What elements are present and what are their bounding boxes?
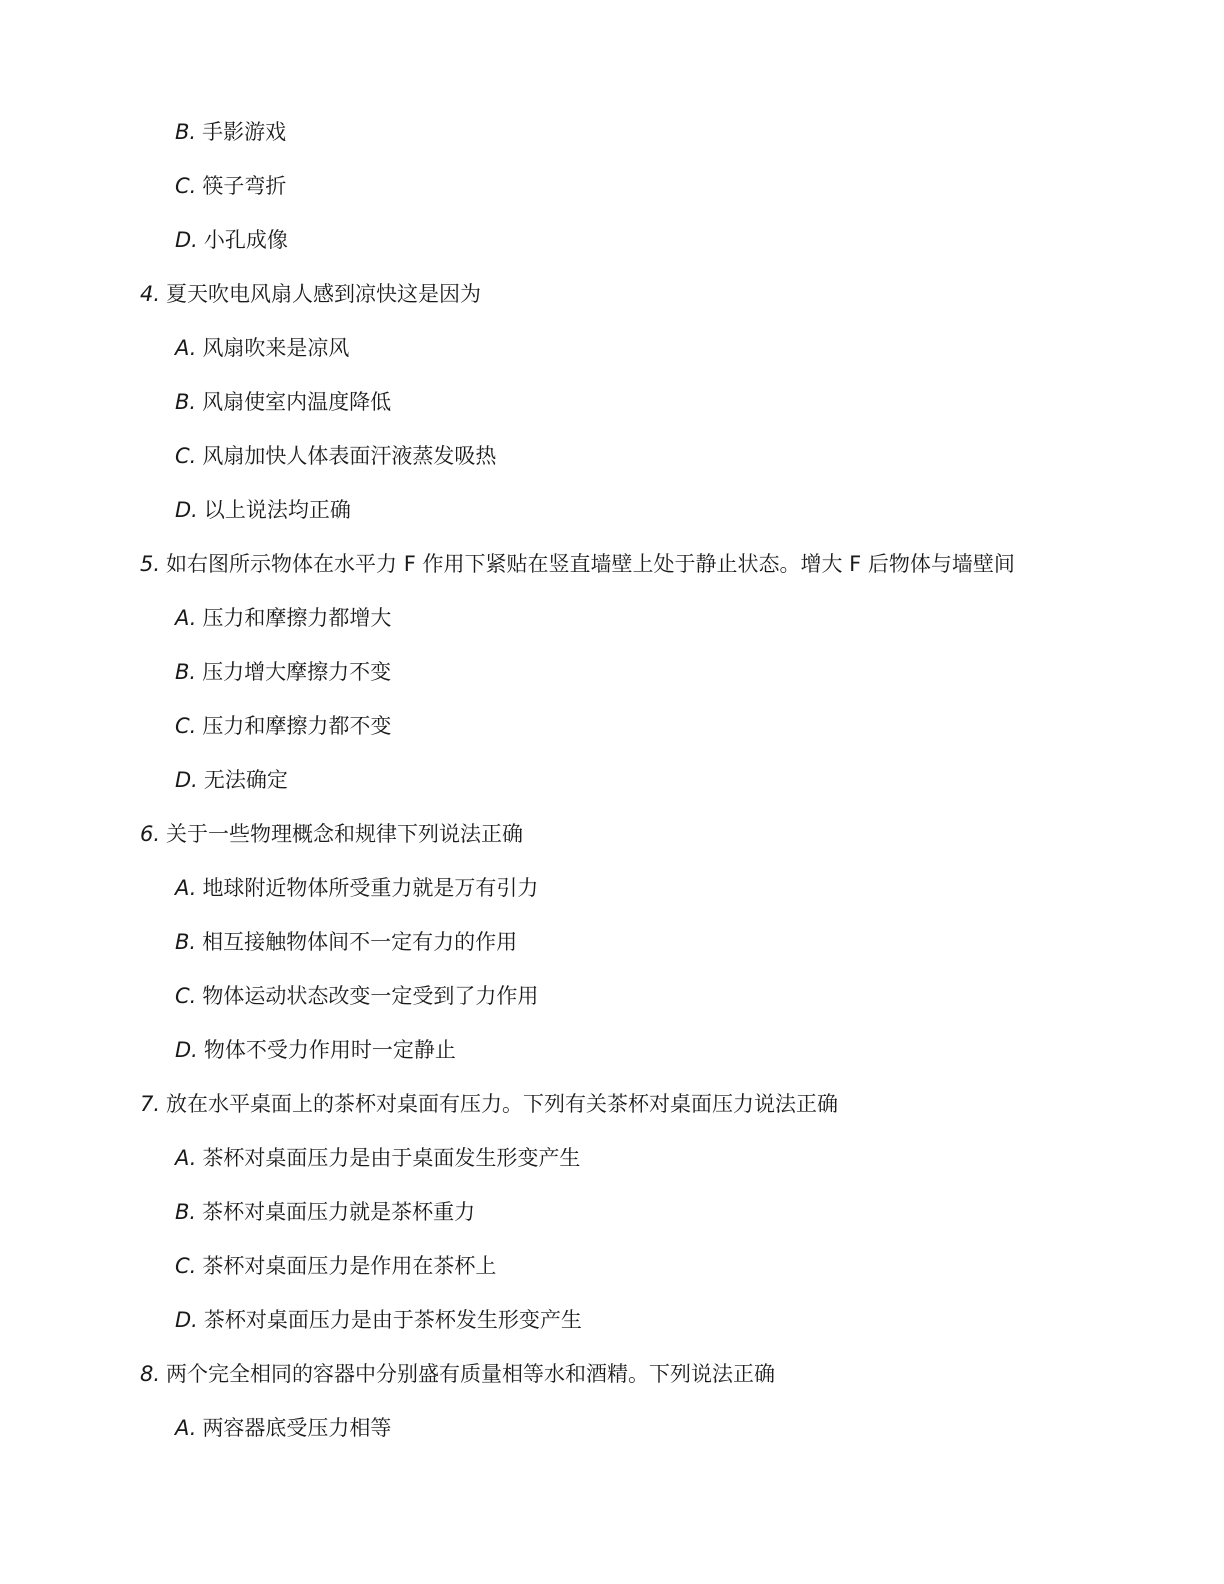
option-letter: A. (175, 606, 197, 630)
question-text: 两个完全相同的容器中分别盛有质量相等水和酒精。下列说法正确 (166, 1362, 776, 1386)
question-number: 8. (140, 1362, 161, 1386)
question-number: 4. (140, 282, 161, 306)
answer-option (175, 982, 538, 1010)
option-letter: C. (175, 1254, 197, 1278)
option-letter: A. (175, 876, 197, 900)
option-letter: C. (175, 984, 197, 1008)
answer-option (175, 442, 496, 470)
answer-option (175, 1252, 496, 1280)
answer-option (175, 118, 286, 146)
answer-option (175, 1198, 475, 1226)
option-letter: A. (175, 1416, 197, 1440)
option-text: 茶杯对桌面压力是作用在茶杯上 (202, 1254, 497, 1278)
option-letter: C. (175, 444, 197, 468)
option-letter: B. (175, 390, 197, 414)
option-letter: D. (175, 768, 198, 792)
question-stem (140, 1360, 775, 1388)
option-text: 茶杯对桌面压力是由于茶杯发生形变产生 (203, 1308, 582, 1332)
question-number: 5. (140, 552, 161, 576)
option-text: 物体运动状态改变一定受到了力作用 (202, 984, 539, 1008)
option-text: 相互接触物体间不一定有力的作用 (202, 930, 518, 954)
option-text: 小孔成像 (203, 228, 288, 252)
answer-option (175, 604, 391, 632)
option-text: 地球附近物体所受重力就是万有引力 (202, 876, 539, 900)
option-text: 无法确定 (203, 768, 288, 792)
answer-option (175, 1306, 582, 1334)
option-text: 以上说法均正确 (203, 498, 351, 522)
option-text: 茶杯对桌面压力就是茶杯重力 (202, 1200, 476, 1224)
option-text: 风扇加快人体表面汗液蒸发吸热 (202, 444, 497, 468)
question-stem (140, 1090, 838, 1118)
answer-option (175, 1036, 456, 1064)
option-letter: C. (175, 174, 197, 198)
question-text: 如右图所示物体在水平力 F 作用下紧贴在竖直墙壁上处于静止状态。增大 F 后物体与墙壁间 (166, 552, 1015, 576)
answer-option (175, 334, 349, 362)
option-letter: B. (175, 1200, 197, 1224)
question-text: 夏天吹电风扇人感到凉快这是因为 (166, 282, 482, 306)
option-letter: C. (175, 714, 197, 738)
answer-option (175, 658, 391, 686)
option-text: 压力和摩擦力都不变 (202, 714, 392, 738)
question-stem (140, 280, 481, 308)
answer-option (175, 928, 517, 956)
option-letter: D. (175, 1038, 198, 1062)
option-text: 风扇吹来是凉风 (202, 336, 350, 360)
answer-option (175, 712, 391, 740)
question-number: 7. (140, 1092, 161, 1116)
answer-option (175, 766, 288, 794)
option-text: 茶杯对桌面压力是由于桌面发生形变产生 (202, 1146, 581, 1170)
option-letter: B. (175, 930, 197, 954)
question-stem (140, 550, 1015, 578)
option-text: 压力和摩擦力都增大 (202, 606, 392, 630)
option-letter: A. (175, 1146, 197, 1170)
option-text: 物体不受力作用时一定静止 (203, 1038, 456, 1062)
answer-option (175, 226, 288, 254)
answer-option (175, 1414, 391, 1442)
option-text: 压力增大摩擦力不变 (202, 660, 392, 684)
answer-option (175, 874, 538, 902)
answer-option (175, 1144, 580, 1172)
question-text: 关于一些物理概念和规律下列说法正确 (166, 822, 524, 846)
answer-option (175, 172, 286, 200)
question-text: 放在水平桌面上的茶杯对桌面有压力。下列有关茶杯对桌面压力说法正确 (166, 1092, 839, 1116)
option-letter: B. (175, 120, 197, 144)
question-stem (140, 820, 523, 848)
option-text: 两容器底受压力相等 (202, 1416, 392, 1440)
option-letter: A. (175, 336, 197, 360)
option-letter: D. (175, 498, 198, 522)
option-text: 手影游戏 (202, 120, 287, 144)
option-text: 风扇使室内温度降低 (202, 390, 392, 414)
answer-option (175, 496, 351, 524)
option-letter: B. (175, 660, 197, 684)
option-letter: D. (175, 1308, 198, 1332)
question-number: 6. (140, 822, 161, 846)
option-letter: D. (175, 228, 198, 252)
option-text: 筷子弯折 (202, 174, 287, 198)
answer-option (175, 388, 391, 416)
